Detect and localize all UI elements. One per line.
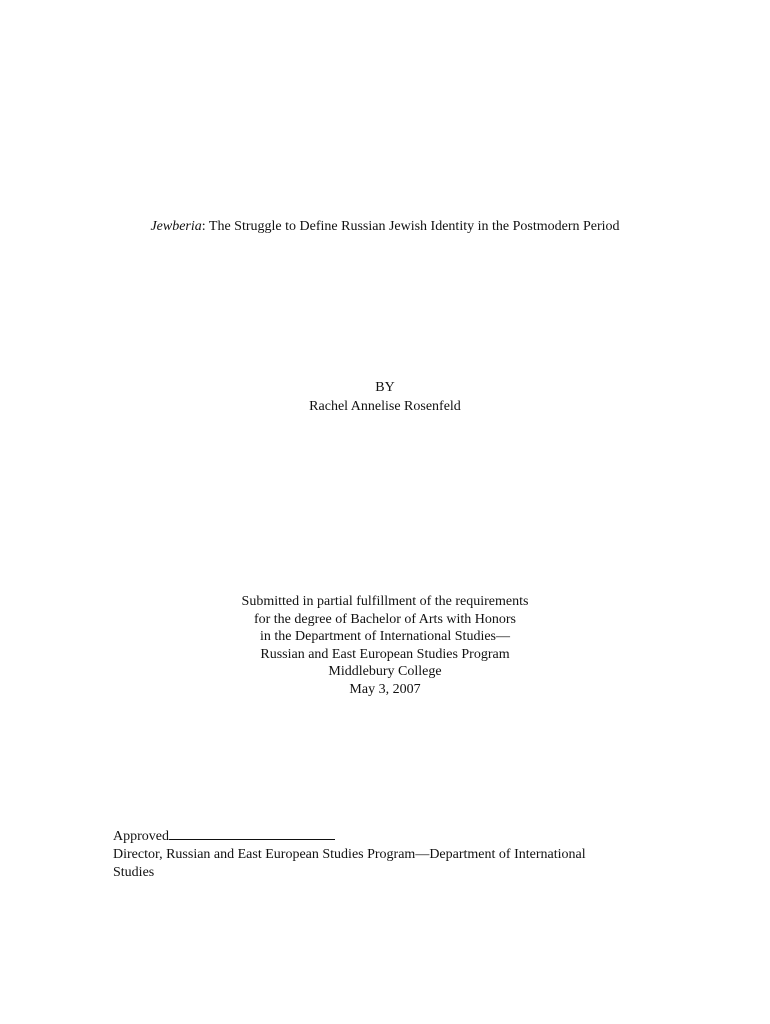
submission-line-1: Submitted in partial fulfillment of the requirements [241, 594, 529, 609]
by-label: BY [375, 380, 395, 395]
thesis-title [0, 218, 770, 236]
approval-row [113, 825, 653, 846]
director-title-line-1: Director, Russian and East European Studies Program—Department of International [113, 847, 586, 862]
thesis-title-italic: Jewberia [150, 219, 202, 234]
thesis-title-rest: : The Struggle to Define Russian Jewish Identity in the Postmodern Period [201, 219, 620, 234]
submission-line-3: in the Department of International Studies— [260, 629, 510, 645]
director-title-line-2: Studies [113, 865, 155, 880]
submission-line-4: Russian and East European Studies Program [260, 646, 510, 662]
institution-name: Middlebury College [328, 664, 442, 680]
submission-date: May 3, 2007 [349, 681, 421, 697]
submission-line-2: for the degree of Bachelor of Arts with Honors [253, 611, 517, 627]
approval-block [113, 825, 653, 882]
signature-line [169, 825, 335, 840]
author-name: Rachel Annelise Rosenfeld [309, 399, 461, 414]
approved-label: Approved [113, 829, 169, 844]
submission-statement [0, 593, 770, 699]
byline-block [0, 378, 770, 416]
